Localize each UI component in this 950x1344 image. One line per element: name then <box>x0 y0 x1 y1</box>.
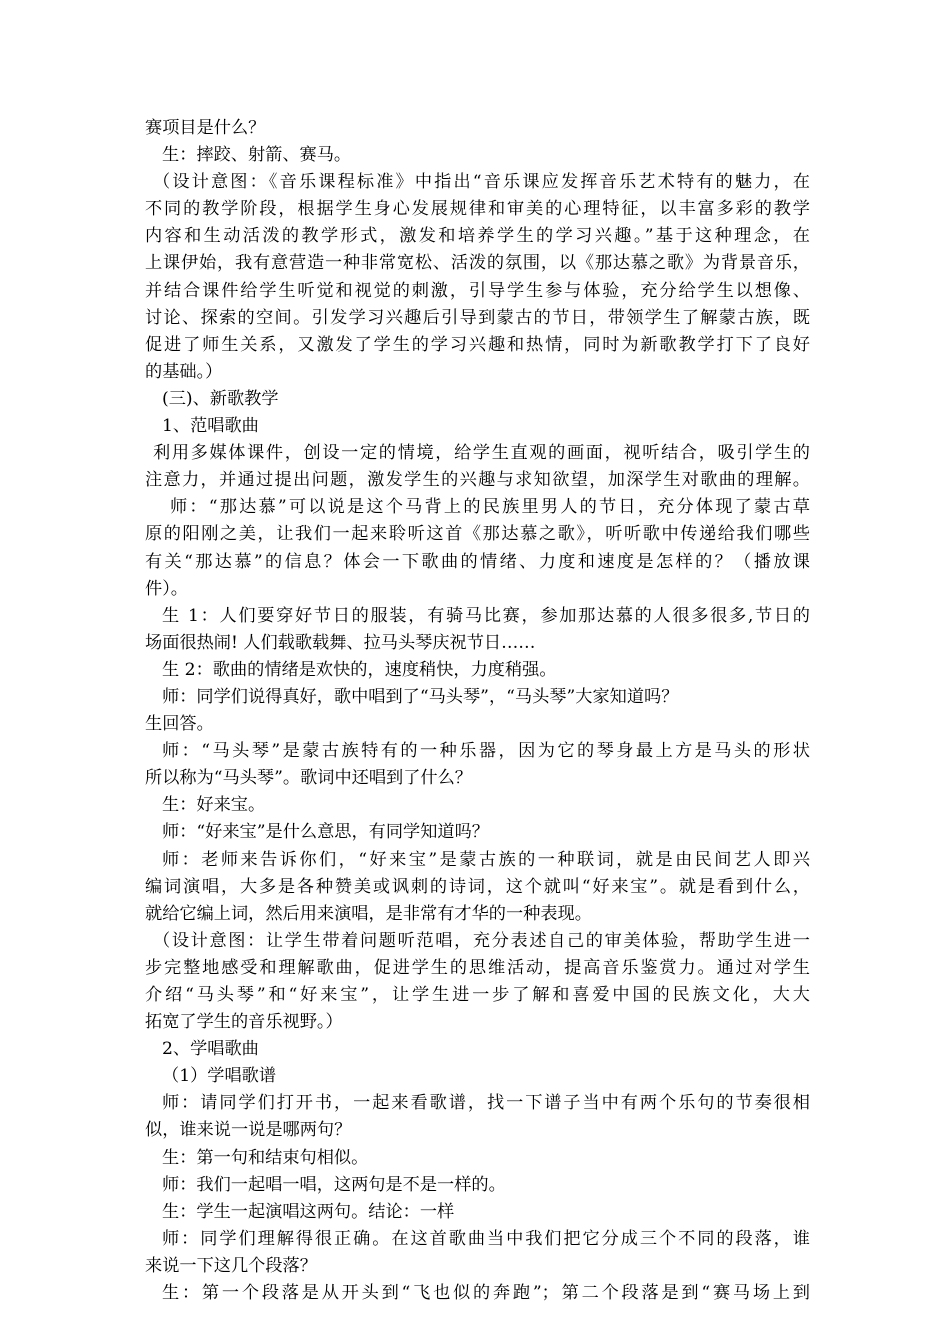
text-line: 生 1：人们要穿好节日的服装，有骑马比赛，参加那达慕的人很多很多,节日的 <box>162 605 810 626</box>
text-line: 不同的教学阶段，根据学生身心发展规律和审美的心理特征，以丰富多彩的教学 <box>145 199 810 220</box>
text-line: 所以称为“马头琴”。歌词中还唱到了什么？ <box>145 768 472 789</box>
text-line: 师：“马头琴”是蒙古族特有的一种乐器，因为它的琴身最上方是马头的形状 <box>162 741 810 762</box>
text-line: 并结合课件给学生听觉和视觉的刺激，引导学生参与体验，充分给学生以想像、 <box>145 280 810 301</box>
text-line: 件）。 <box>145 578 188 599</box>
text-line: 步完整地感受和理解歌曲，促进学生的思维活动，提高音乐鉴赏力。通过对学生 <box>145 957 810 978</box>
text-line: 就给它编上词，然后用来演唱，是非常有才华的一种表现。 <box>145 903 592 924</box>
text-line: （设计意图：《音乐课程标准》中指出“音乐课应发挥音乐艺术特有的魅力，在 <box>153 172 810 193</box>
text-line: 生：摔跤、射箭、赛马。 <box>162 145 352 166</box>
text-line: 生回答。 <box>145 714 214 735</box>
text-line: 师：同学们说得真好，歌中唱到了“马头琴”，“马头琴”大家知道吗？ <box>162 686 679 707</box>
text-line: 赛项目是什么？ <box>145 118 266 138</box>
text-line: 的基础。） <box>145 361 223 382</box>
text-line: 介绍“马头琴”和“好来宝”，让学生进一步了解和喜爱中国的民族文化，大大 <box>145 985 810 1005</box>
text-line: 场面很热闹! 人们载歌载舞、拉马头琴庆祝节日…… <box>145 632 536 653</box>
text-line: 生：第一个段落是从开头到“飞也似的奔跑”；第二个段落是到“赛马场上到 <box>162 1283 810 1304</box>
text-line: 师：老师来告诉你们，“好来宝”是蒙古族的一种联词，就是由民间艺人即兴 <box>162 849 810 870</box>
text-line: 拓宽了学生的音乐视野。） <box>145 1012 343 1033</box>
text-line: 来说一下这几个段落？ <box>145 1255 317 1276</box>
text-line: 原的阳刚之美，让我们一起来聆听这首《那达慕之歌》，听听歌中传递给我们哪些 <box>145 524 810 545</box>
text-line: 师：“那达慕”可以说是这个马背上的民族里男人的节日，充分体现了蒙古草 <box>170 497 810 518</box>
subsection-heading: 2、学唱歌曲 <box>162 1039 259 1060</box>
text-line: 师：“好来宝”是什么意思，有同学知道吗？ <box>162 822 489 843</box>
text-line: 生 2：歌曲的情绪是欢快的，速度稍快，力度稍强。 <box>162 659 557 680</box>
section-heading: (三)、新歌教学 <box>162 388 279 409</box>
text-line: 上课伊始，我有意营造一种非常宽松、活泼的氛围，以《那达慕之歌》为背景音乐， <box>145 253 810 274</box>
text-line: 生：第一句和结束句相似。 <box>162 1147 369 1168</box>
text-line: 师：请同学们打开书，一起来看歌谱，找一下谱子当中有两个乐句的节奏很相 <box>162 1093 810 1114</box>
text-line: 生：学生一起演唱这两句。结论：一样 <box>162 1201 455 1222</box>
text-line: 师：我们一起唱一唱，这两句是不是一样的。 <box>162 1174 506 1195</box>
text-line: 生：好来宝。 <box>162 795 266 816</box>
text-line: 讨论、探索的空间。引发学习兴趣后引导到蒙古的节日，带领学生了解蒙古族，既 <box>145 307 810 328</box>
subsection-heading: 1、范唱歌曲 <box>162 416 259 437</box>
text-line: 师：同学们理解得很正确。在这首歌曲当中我们把它分成三个不同的段落，谁 <box>162 1228 810 1249</box>
text-line: 有关“那达慕”的信息？体会一下歌曲的情绪、力度和速度是怎样的？（播放课 <box>145 551 810 572</box>
text-line: 促进了师生关系，又激发了学生的学习兴趣和热情，同时为新歌教学打下了良好 <box>145 334 810 355</box>
subsection-heading: （1）学唱歌谱 <box>162 1066 277 1087</box>
text-line: 编词演唱，大多是各种赞美或讽刺的诗词，这个就叫“好来宝”。就是看到什么， <box>145 876 810 897</box>
text-line: 似，谁来说一说是哪两句？ <box>145 1120 352 1141</box>
text-line: 利用多媒体课件，创设一定的情境，给学生直观的画面，视听结合，吸引学生的 <box>153 443 810 464</box>
text-line: 内容和生动活泼的教学形式，激发和培养学生的学习兴趣。”基于这种理念，在 <box>145 226 810 247</box>
text-line: （设计意图：让学生带着问题听范唱，充分表述自己的审美体验，帮助学生进一 <box>153 930 810 951</box>
text-line: 注意力，并通过提出问题，激发学生的兴趣与求知欲望，加深学生对歌曲的理解。 <box>145 470 810 491</box>
document-page <box>145 115 810 1307</box>
